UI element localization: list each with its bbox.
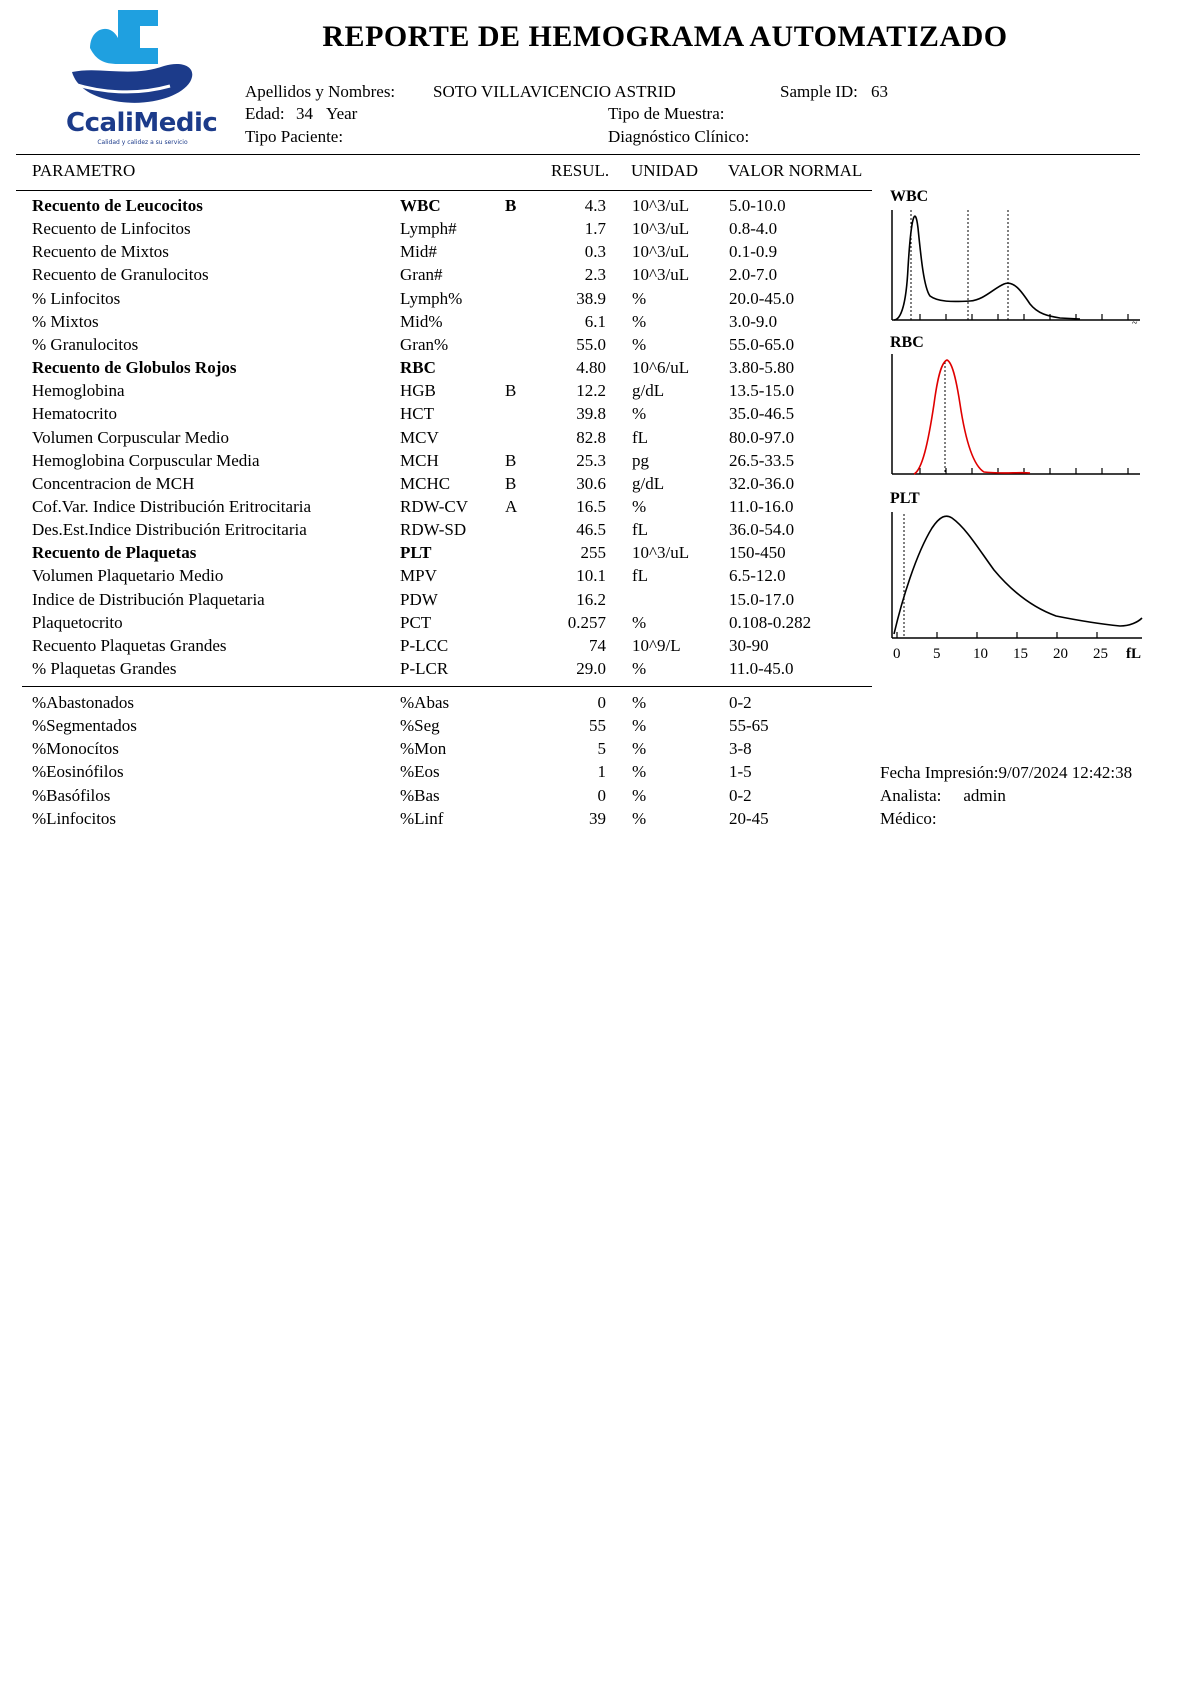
analyst-value: admin bbox=[963, 786, 1006, 805]
diff-row bbox=[0, 786, 880, 809]
param-result: 39.8 bbox=[576, 404, 606, 424]
param-normal: 80.0-97.0 bbox=[729, 427, 795, 447]
param-result: 255 bbox=[580, 543, 606, 563]
param-flag: A bbox=[505, 496, 518, 516]
diff-code: %Bas bbox=[400, 785, 440, 805]
param-code: P-LCC bbox=[400, 635, 449, 655]
diff-result: 5 bbox=[597, 739, 606, 759]
col-unidad: UNIDAD bbox=[631, 161, 699, 180]
diff-row bbox=[0, 693, 880, 716]
param-unit: pg bbox=[632, 450, 649, 470]
diff-unit: % bbox=[632, 716, 647, 736]
param-normal: 13.5-15.0 bbox=[729, 381, 795, 401]
table-row bbox=[0, 451, 880, 474]
param-unit: % bbox=[632, 612, 647, 632]
sample-id-label: Sample ID: bbox=[780, 82, 858, 101]
header-divider bbox=[16, 154, 1140, 155]
param-unit: 10^3/uL bbox=[632, 219, 690, 239]
analyst bbox=[880, 786, 1006, 806]
param-normal: 15.0-17.0 bbox=[729, 589, 795, 609]
diff-result: 1 bbox=[597, 762, 606, 782]
param-normal: 11.0-16.0 bbox=[729, 496, 794, 516]
plt-x-tick-label: 20 bbox=[1053, 646, 1068, 662]
param-code: HGB bbox=[400, 381, 436, 401]
diff-result: 0 bbox=[597, 785, 606, 805]
diff-normal: 0-2 bbox=[729, 693, 752, 712]
param-name: Cof.Var. Indice Distribución Eritrocitaria bbox=[32, 496, 311, 516]
table-row bbox=[0, 381, 880, 404]
param-normal: 0.8-4.0 bbox=[729, 219, 778, 239]
param-normal: 6.5-12.0 bbox=[729, 566, 786, 586]
sample-id-value: 63 bbox=[871, 82, 888, 101]
diff-row bbox=[0, 739, 880, 762]
rbc-chart-label: RBC bbox=[890, 334, 924, 351]
param-name: Plaquetocrito bbox=[32, 612, 123, 632]
param-result: 4.3 bbox=[584, 196, 606, 215]
param-name: Recuento de Linfocitos bbox=[32, 219, 191, 239]
diff-normal: 1-5 bbox=[729, 762, 752, 782]
doctor-label: Médico: bbox=[880, 809, 937, 828]
table-row bbox=[0, 520, 880, 543]
table-row bbox=[0, 428, 880, 451]
diagnosis-label: Diagnóstico Clínico: bbox=[608, 127, 750, 146]
table-row bbox=[0, 590, 880, 613]
param-result: 12.2 bbox=[576, 381, 606, 401]
wbc-histogram-svg bbox=[880, 188, 1150, 330]
param-name: Recuento de Plaquetas bbox=[32, 543, 197, 563]
table-row bbox=[0, 613, 880, 636]
table-header-divider bbox=[16, 190, 872, 191]
wbc-histogram bbox=[880, 188, 1150, 335]
table-row bbox=[0, 196, 880, 219]
param-name: Volumen Corpuscular Medio bbox=[32, 427, 230, 447]
clinic-logo bbox=[60, 8, 220, 150]
diff-result: 39 bbox=[589, 808, 606, 828]
param-code: Mid% bbox=[400, 311, 443, 331]
sample-type-label: Tipo de Muestra: bbox=[608, 104, 725, 123]
param-unit: 10^3/uL bbox=[632, 242, 690, 262]
diff-result: 55 bbox=[589, 716, 606, 736]
diff-code: %Seg bbox=[400, 716, 440, 736]
param-result: 74 bbox=[589, 635, 606, 655]
param-code: WBC bbox=[400, 196, 441, 215]
param-unit: % bbox=[632, 288, 647, 308]
param-code: Gran# bbox=[400, 265, 443, 285]
param-result: 6.1 bbox=[584, 311, 606, 331]
param-normal: 35.0-46.5 bbox=[729, 404, 795, 424]
table-row bbox=[0, 497, 880, 520]
plt-histogram bbox=[880, 490, 1150, 675]
diff-divider bbox=[22, 686, 872, 687]
diff-code: %Eos bbox=[400, 762, 440, 782]
param-unit: fL bbox=[632, 427, 649, 447]
age-unit: Year bbox=[326, 104, 358, 123]
param-unit: 10^9/L bbox=[632, 635, 681, 655]
col-parametro: PARAMETRO bbox=[32, 161, 136, 180]
diff-unit: % bbox=[632, 762, 647, 782]
param-name: Recuento de Globulos Rojos bbox=[32, 358, 237, 378]
param-name: % Linfocitos bbox=[32, 288, 121, 308]
param-name: Hemoglobina Corpuscular Media bbox=[32, 450, 260, 470]
diff-code: %Linf bbox=[400, 808, 444, 828]
param-flag: B bbox=[505, 381, 517, 401]
plt-x-tick-label: 25 bbox=[1093, 646, 1108, 662]
age-label: Edad: bbox=[245, 104, 285, 123]
diff-unit: % bbox=[632, 693, 647, 712]
table-row bbox=[0, 543, 880, 566]
col-valor-normal: VALOR NORMAL bbox=[728, 161, 863, 180]
param-name: % Plaquetas Grandes bbox=[32, 659, 177, 678]
param-unit: fL bbox=[632, 566, 649, 586]
param-result: 29.0 bbox=[576, 659, 606, 678]
print-date-label: Fecha Impresión: bbox=[880, 763, 999, 782]
brand-name: CcaliMedic bbox=[66, 108, 218, 138]
param-result: 0.3 bbox=[584, 242, 606, 262]
param-name: Recuento de Leucocitos bbox=[32, 196, 203, 215]
diff-name: %Linfocitos bbox=[32, 808, 117, 828]
param-normal: 0.1-0.9 bbox=[729, 242, 778, 262]
rbc-curve bbox=[914, 360, 1030, 474]
param-name: Recuento Plaquetas Grandes bbox=[32, 635, 227, 655]
wbc-curve bbox=[894, 216, 1080, 320]
diff-row bbox=[0, 809, 880, 832]
param-result: 0.257 bbox=[567, 612, 606, 632]
param-result: 25.3 bbox=[576, 450, 606, 470]
param-code: MPV bbox=[400, 566, 437, 586]
param-normal: 20.0-45.0 bbox=[729, 288, 795, 308]
param-normal: 0.108-0.282 bbox=[729, 612, 812, 632]
param-normal: 26.5-33.5 bbox=[729, 450, 795, 470]
param-normal: 3.80-5.80 bbox=[729, 358, 795, 378]
param-code: Lymph% bbox=[400, 288, 463, 308]
param-code: P-LCR bbox=[400, 659, 449, 678]
param-normal: 150-450 bbox=[729, 543, 786, 563]
param-unit: 10^3/uL bbox=[632, 543, 690, 563]
param-code: Mid# bbox=[400, 242, 437, 262]
analyst-label: Analista: bbox=[880, 786, 942, 805]
param-result: 2.3 bbox=[584, 265, 606, 285]
plt-curve bbox=[894, 516, 1142, 634]
diff-row bbox=[0, 716, 880, 739]
plt-x-unit: fL bbox=[1126, 646, 1141, 662]
param-name: Des.Est.Indice Distribución Eritrocitaria bbox=[32, 520, 307, 540]
param-normal: 36.0-54.0 bbox=[729, 520, 795, 540]
param-normal: 11.0-45.0 bbox=[729, 659, 794, 678]
table-row bbox=[0, 404, 880, 427]
param-code: RDW-CV bbox=[400, 496, 468, 516]
param-normal: 30-90 bbox=[729, 635, 769, 655]
param-result: 46.5 bbox=[576, 520, 606, 540]
param-code: Lymph# bbox=[400, 219, 457, 239]
patient-name-value: SOTO VILLAVICENCIO ASTRID bbox=[433, 82, 676, 101]
diff-name: %Segmentados bbox=[32, 716, 137, 736]
diff-name: %Basófilos bbox=[32, 785, 111, 805]
param-name: % Mixtos bbox=[32, 311, 99, 331]
param-name: % Granulocitos bbox=[32, 334, 139, 354]
report-title: REPORTE DE HEMOGRAMA AUTOMATIZADO bbox=[322, 20, 1008, 53]
param-unit: % bbox=[632, 334, 647, 354]
svg-text:~: ~ bbox=[1132, 318, 1138, 329]
table-row bbox=[0, 219, 880, 242]
param-result: 16.2 bbox=[576, 589, 606, 609]
brand-tagline: Calidad y calidez a su servicio bbox=[97, 139, 188, 146]
age-value: 34 bbox=[296, 104, 313, 123]
patient-type-label: Tipo Paciente: bbox=[245, 127, 344, 146]
param-unit: g/dL bbox=[632, 381, 665, 401]
param-code: PCT bbox=[400, 612, 432, 632]
param-unit: 10^3/uL bbox=[632, 196, 690, 215]
param-normal: 32.0-36.0 bbox=[729, 473, 795, 493]
param-unit: % bbox=[632, 404, 647, 424]
col-resul: RESUL. bbox=[551, 161, 610, 180]
diff-normal: 55-65 bbox=[729, 716, 769, 736]
param-normal: 3.0-9.0 bbox=[729, 311, 778, 331]
param-flag: B bbox=[505, 450, 517, 470]
param-code: PLT bbox=[400, 543, 432, 563]
param-result: 4.80 bbox=[576, 358, 606, 378]
table-row bbox=[0, 636, 880, 659]
param-name: Recuento de Mixtos bbox=[32, 242, 169, 262]
plt-histogram-svg bbox=[880, 490, 1150, 670]
param-code: MCH bbox=[400, 450, 439, 470]
plt-x-tick-label: 10 bbox=[973, 646, 988, 662]
diff-code: %Mon bbox=[400, 739, 447, 759]
param-unit: 10^6/uL bbox=[632, 358, 690, 378]
param-name: Recuento de Granulocitos bbox=[32, 265, 209, 285]
param-name: Volumen Plaquetario Medio bbox=[32, 566, 224, 586]
plt-x-tick-label: 15 bbox=[1013, 646, 1028, 662]
patient-name-label: Apellidos y Nombres: bbox=[245, 82, 396, 101]
diff-unit: % bbox=[632, 808, 647, 828]
print-date bbox=[880, 763, 1132, 783]
plt-x-tick-label: 0 bbox=[893, 646, 901, 662]
diff-name: %Monocítos bbox=[32, 739, 119, 759]
param-code: Gran% bbox=[400, 334, 449, 354]
diff-row bbox=[0, 762, 880, 785]
param-result: 55.0 bbox=[576, 334, 606, 354]
table-row bbox=[0, 335, 880, 358]
param-result: 38.9 bbox=[576, 288, 606, 308]
param-unit: fL bbox=[632, 520, 649, 540]
param-result: 30.6 bbox=[576, 473, 606, 493]
param-normal: 5.0-10.0 bbox=[729, 196, 786, 215]
param-unit: g/dL bbox=[632, 473, 665, 493]
table-row bbox=[0, 566, 880, 589]
rbc-histogram bbox=[880, 334, 1150, 489]
diff-result: 0 bbox=[597, 693, 606, 712]
param-result: 82.8 bbox=[576, 427, 606, 447]
diff-unit: % bbox=[632, 785, 647, 805]
wbc-chart-label: WBC bbox=[890, 188, 929, 205]
param-code: RBC bbox=[400, 358, 436, 378]
doctor bbox=[880, 809, 937, 829]
param-result: 16.5 bbox=[576, 496, 606, 516]
diff-name: %Abastonados bbox=[32, 693, 134, 712]
diff-normal: 3-8 bbox=[729, 739, 752, 759]
param-result: 10.1 bbox=[576, 566, 606, 586]
diff-code: %Abas bbox=[400, 693, 450, 712]
diff-unit: % bbox=[632, 739, 647, 759]
param-code: MCV bbox=[400, 427, 439, 447]
param-flag: B bbox=[505, 473, 517, 493]
param-flag: B bbox=[505, 196, 517, 215]
param-code: PDW bbox=[400, 589, 438, 609]
diff-normal: 20-45 bbox=[729, 808, 769, 828]
table-row bbox=[0, 289, 880, 312]
table-row bbox=[0, 242, 880, 265]
plt-chart-label: PLT bbox=[890, 490, 920, 507]
param-name: Indice de Distribución Plaquetaria bbox=[32, 589, 265, 609]
param-normal: 2.0-7.0 bbox=[729, 265, 778, 285]
param-code: RDW-SD bbox=[400, 520, 467, 540]
param-normal: 55.0-65.0 bbox=[729, 334, 795, 354]
table-row bbox=[0, 312, 880, 335]
diff-normal: 0-2 bbox=[729, 785, 752, 805]
param-name: Concentracion de MCH bbox=[32, 473, 195, 493]
param-name: Hemoglobina bbox=[32, 381, 125, 401]
table-row bbox=[0, 358, 880, 381]
print-date-value: 9/07/2024 12:42:38 bbox=[998, 763, 1133, 782]
param-name: Hematocrito bbox=[32, 404, 117, 424]
table-row bbox=[0, 265, 880, 288]
param-result: 1.7 bbox=[584, 219, 606, 239]
param-unit: % bbox=[632, 311, 647, 331]
table-row bbox=[0, 474, 880, 497]
table-row bbox=[0, 659, 880, 682]
rbc-histogram-svg bbox=[880, 334, 1150, 484]
param-unit: % bbox=[632, 659, 647, 678]
param-unit: 10^3/uL bbox=[632, 265, 690, 285]
param-code: HCT bbox=[400, 404, 434, 424]
diff-name: %Eosinófilos bbox=[32, 762, 124, 782]
param-code: MCHC bbox=[400, 473, 451, 493]
plt-x-tick-label: 5 bbox=[933, 646, 941, 662]
param-unit: % bbox=[632, 496, 647, 516]
